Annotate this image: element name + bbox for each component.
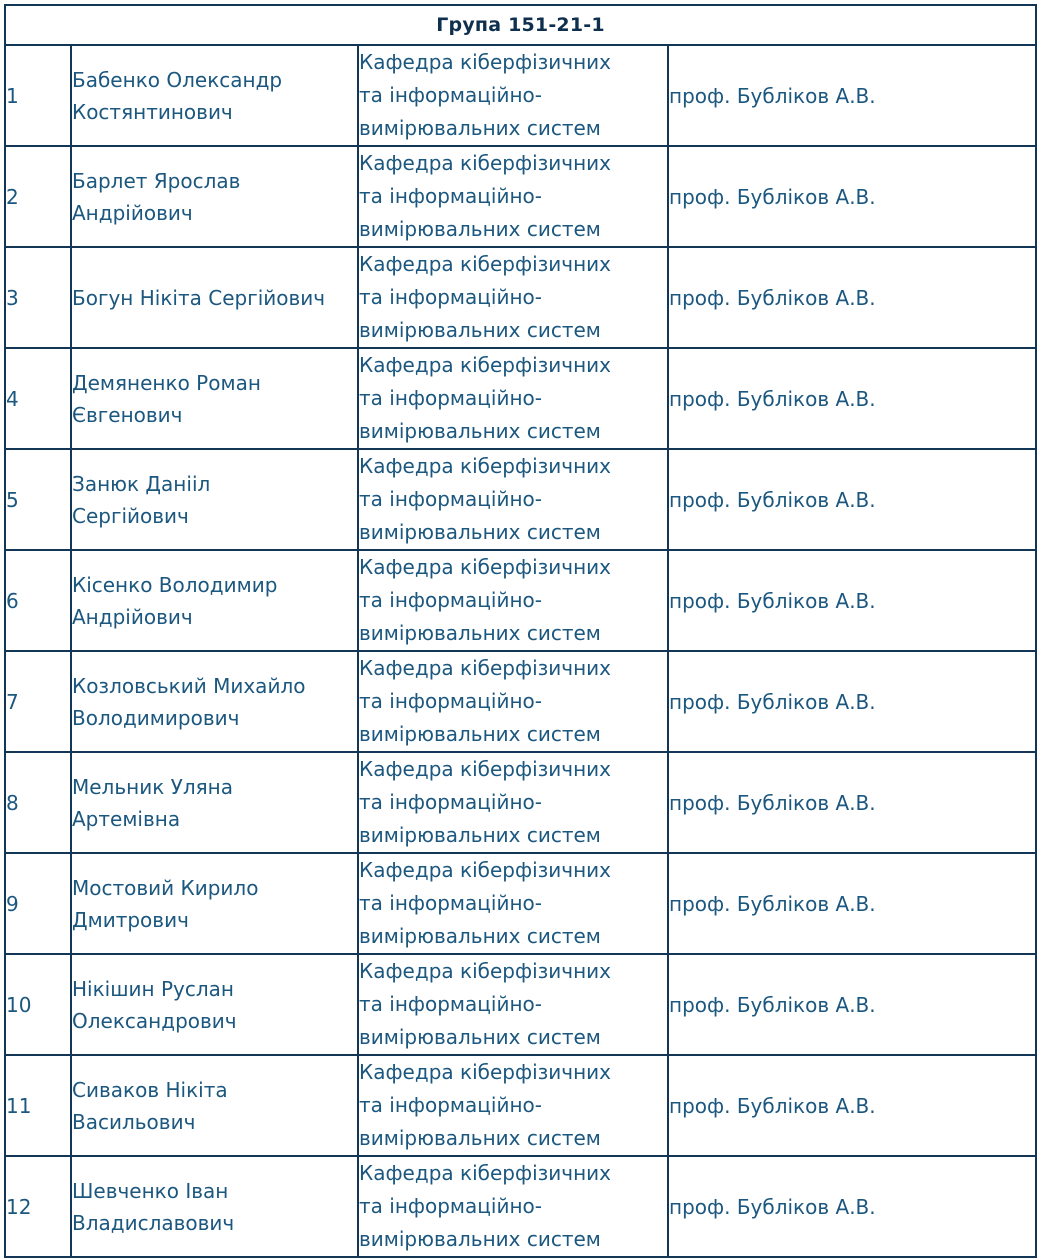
supervisor: проф. Бубліков А.В. (668, 1156, 1036, 1257)
table-row (5, 752, 1036, 853)
department (358, 1055, 668, 1156)
student-name (71, 449, 358, 550)
supervisor: проф. Бубліков А.В. (668, 449, 1036, 550)
row-number: 11 (5, 1055, 71, 1156)
student-name-line: Сергійович (72, 503, 189, 528)
department (358, 45, 668, 146)
department (358, 146, 668, 247)
department-line: Кафедра кіберфізичних (359, 959, 611, 983)
table-row (5, 348, 1036, 449)
student-name-line: Богун Нікіта Сергійович (72, 285, 326, 310)
student-name-line: Андрійович (72, 604, 193, 629)
student-name-line: Нікішин Руслан (72, 976, 234, 1001)
student-name (71, 550, 358, 651)
department-line: Кафедра кіберфізичних (359, 656, 611, 680)
supervisor: проф. Бубліков А.В. (668, 247, 1036, 348)
student-name (71, 954, 358, 1055)
row-number: 1 (5, 45, 71, 146)
student-name (71, 348, 358, 449)
table-row (5, 954, 1036, 1055)
supervisor: проф. Бубліков А.В. (668, 1055, 1036, 1156)
department (358, 1156, 668, 1257)
department (358, 853, 668, 954)
department-line: вимірювальних систем (359, 1025, 601, 1049)
department-line: Кафедра кіберфізичних (359, 454, 611, 478)
department-line: та інформаційно- (359, 1194, 542, 1218)
student-name-line: Володимирович (72, 705, 240, 730)
student-name-line: Владиславович (72, 1210, 235, 1235)
student-name (71, 651, 358, 752)
supervisor: проф. Бубліков А.В. (668, 853, 1036, 954)
department-line: та інформаційно- (359, 386, 542, 410)
table-row (5, 1156, 1036, 1257)
supervisor: проф. Бубліков А.В. (668, 45, 1036, 146)
department-line: вимірювальних систем (359, 823, 601, 847)
group-title: Група 151-21-1 (5, 5, 1036, 45)
student-name-line: Мостовий Кирило (72, 875, 259, 900)
department (358, 449, 668, 550)
student-name (71, 45, 358, 146)
student-name-line: Сиваков Нікіта (72, 1077, 228, 1102)
student-name-line: Олександрович (72, 1008, 237, 1033)
row-number: 7 (5, 651, 71, 752)
student-name (71, 1055, 358, 1156)
department-line: та інформаційно- (359, 689, 542, 713)
supervisor: проф. Бубліков А.В. (668, 752, 1036, 853)
department-line: Кафедра кіберфізичних (359, 353, 611, 377)
row-number: 5 (5, 449, 71, 550)
table-row (5, 651, 1036, 752)
department-line: та інформаційно- (359, 1093, 542, 1117)
department-line: та інформаційно- (359, 992, 542, 1016)
department-line: та інформаційно- (359, 184, 542, 208)
table-row (5, 853, 1036, 954)
department-line: Кафедра кіберфізичних (359, 757, 611, 781)
row-number: 9 (5, 853, 71, 954)
student-name-line: Занюк Данііл (72, 471, 211, 496)
department (358, 247, 668, 348)
department (358, 348, 668, 449)
department-line: вимірювальних систем (359, 419, 601, 443)
supervisor: проф. Бубліков А.В. (668, 550, 1036, 651)
department (358, 752, 668, 853)
row-number: 10 (5, 954, 71, 1055)
table-row (5, 449, 1036, 550)
department-line: вимірювальних систем (359, 116, 601, 140)
department-line: вимірювальних систем (359, 1227, 601, 1251)
department-line: вимірювальних систем (359, 1126, 601, 1150)
student-name-line: Мельник Уляна (72, 774, 233, 799)
department-line: та інформаційно- (359, 790, 542, 814)
department-line: вимірювальних систем (359, 621, 601, 645)
student-name-line: Козловський Михайло (72, 673, 306, 698)
supervisor: проф. Бубліков А.В. (668, 954, 1036, 1055)
student-name-line: Васильович (72, 1109, 196, 1134)
student-name-line: Кісенко Володимир (72, 572, 278, 597)
student-name-line: Костянтинович (72, 99, 233, 124)
department-line: вимірювальних систем (359, 520, 601, 544)
row-number: 12 (5, 1156, 71, 1257)
student-name (71, 146, 358, 247)
table-row (5, 247, 1036, 348)
department (358, 651, 668, 752)
department-line: вимірювальних систем (359, 318, 601, 342)
department (358, 550, 668, 651)
department-line: Кафедра кіберфізичних (359, 1060, 611, 1084)
department-line: Кафедра кіберфізичних (359, 1161, 611, 1185)
row-number: 8 (5, 752, 71, 853)
supervisor: проф. Бубліков А.В. (668, 651, 1036, 752)
group-roster-table (4, 4, 1037, 1258)
supervisor: проф. Бубліков А.В. (668, 146, 1036, 247)
roster-body (5, 45, 1036, 1257)
student-name-line: Євгенович (72, 402, 183, 427)
student-name-line: Андрійович (72, 200, 193, 225)
row-number: 6 (5, 550, 71, 651)
row-number: 2 (5, 146, 71, 247)
department-line: Кафедра кіберфізичних (359, 555, 611, 579)
supervisor: проф. Бубліков А.В. (668, 348, 1036, 449)
row-number: 4 (5, 348, 71, 449)
student-name-line: Бабенко Олександр (72, 67, 283, 92)
department-line: Кафедра кіберфізичних (359, 151, 611, 175)
department-line: та інформаційно- (359, 588, 542, 612)
department-line: Кафедра кіберфізичних (359, 252, 611, 276)
department-line: Кафедра кіберфізичних (359, 50, 611, 74)
student-name (71, 247, 358, 348)
department-line: вимірювальних систем (359, 722, 601, 746)
department-line: Кафедра кіберфізичних (359, 858, 611, 882)
student-name (71, 1156, 358, 1257)
department-line: та інформаційно- (359, 83, 542, 107)
department-line: та інформаційно- (359, 487, 542, 511)
table-row (5, 1055, 1036, 1156)
department (358, 954, 668, 1055)
student-name-line: Барлет Ярослав (72, 168, 241, 193)
student-name-line: Шевченко Іван (72, 1178, 229, 1203)
department-line: та інформаційно- (359, 891, 542, 915)
department-line: та інформаційно- (359, 285, 542, 309)
department-line: вимірювальних систем (359, 924, 601, 948)
table-row (5, 45, 1036, 146)
student-name-line: Демяненко Роман (72, 370, 261, 395)
table-row (5, 550, 1036, 651)
student-name-line: Артемівна (72, 806, 181, 831)
student-name-line: Дмитрович (72, 907, 189, 932)
student-name (71, 853, 358, 954)
row-number: 3 (5, 247, 71, 348)
table-row (5, 146, 1036, 247)
student-name (71, 752, 358, 853)
department-line: вимірювальних систем (359, 217, 601, 241)
